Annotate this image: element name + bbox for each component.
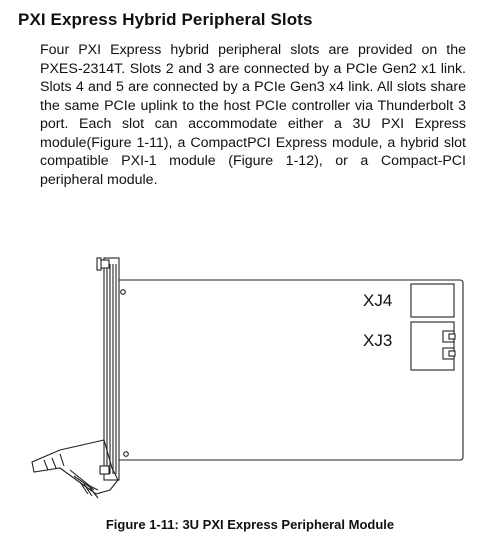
- body-paragraph: Four PXI Express hybrid peripheral slots are provided on the PXES-2314T. Slots 2 and 3 are connected by a PCIe Gen2 x1 link. Slots 4 and 5 are connected by a PCIe Gen3 x4 link. All slots share the same PCIe uplink to the host PCIe controller via Thunderbolt 3 port. Each slot can accommodate either a 3U PXI Express module(Figure 1-11), a CompactPCI Express module, a hybrid slot compatible PXI-1 module (Figure 1-12), or a Compact-PCI peripheral module.: [40, 42, 466, 188]
- connector-xj3: [411, 322, 454, 370]
- figure-caption: Figure 1-11: 3U PXI Express Peripheral Module: [105, 517, 395, 532]
- mounting-hole-top: [121, 290, 126, 295]
- module-diagram: [0, 240, 500, 510]
- section-heading: PXI Express Hybrid Peripheral Slots: [18, 10, 313, 29]
- mounting-hole-bottom: [124, 452, 129, 457]
- bottom-screw: [100, 466, 109, 474]
- label-xj3: XJ3: [363, 331, 393, 350]
- connector-xj4: [411, 284, 454, 317]
- label-xj4: XJ4: [363, 291, 393, 310]
- module-figure: [0, 240, 500, 510]
